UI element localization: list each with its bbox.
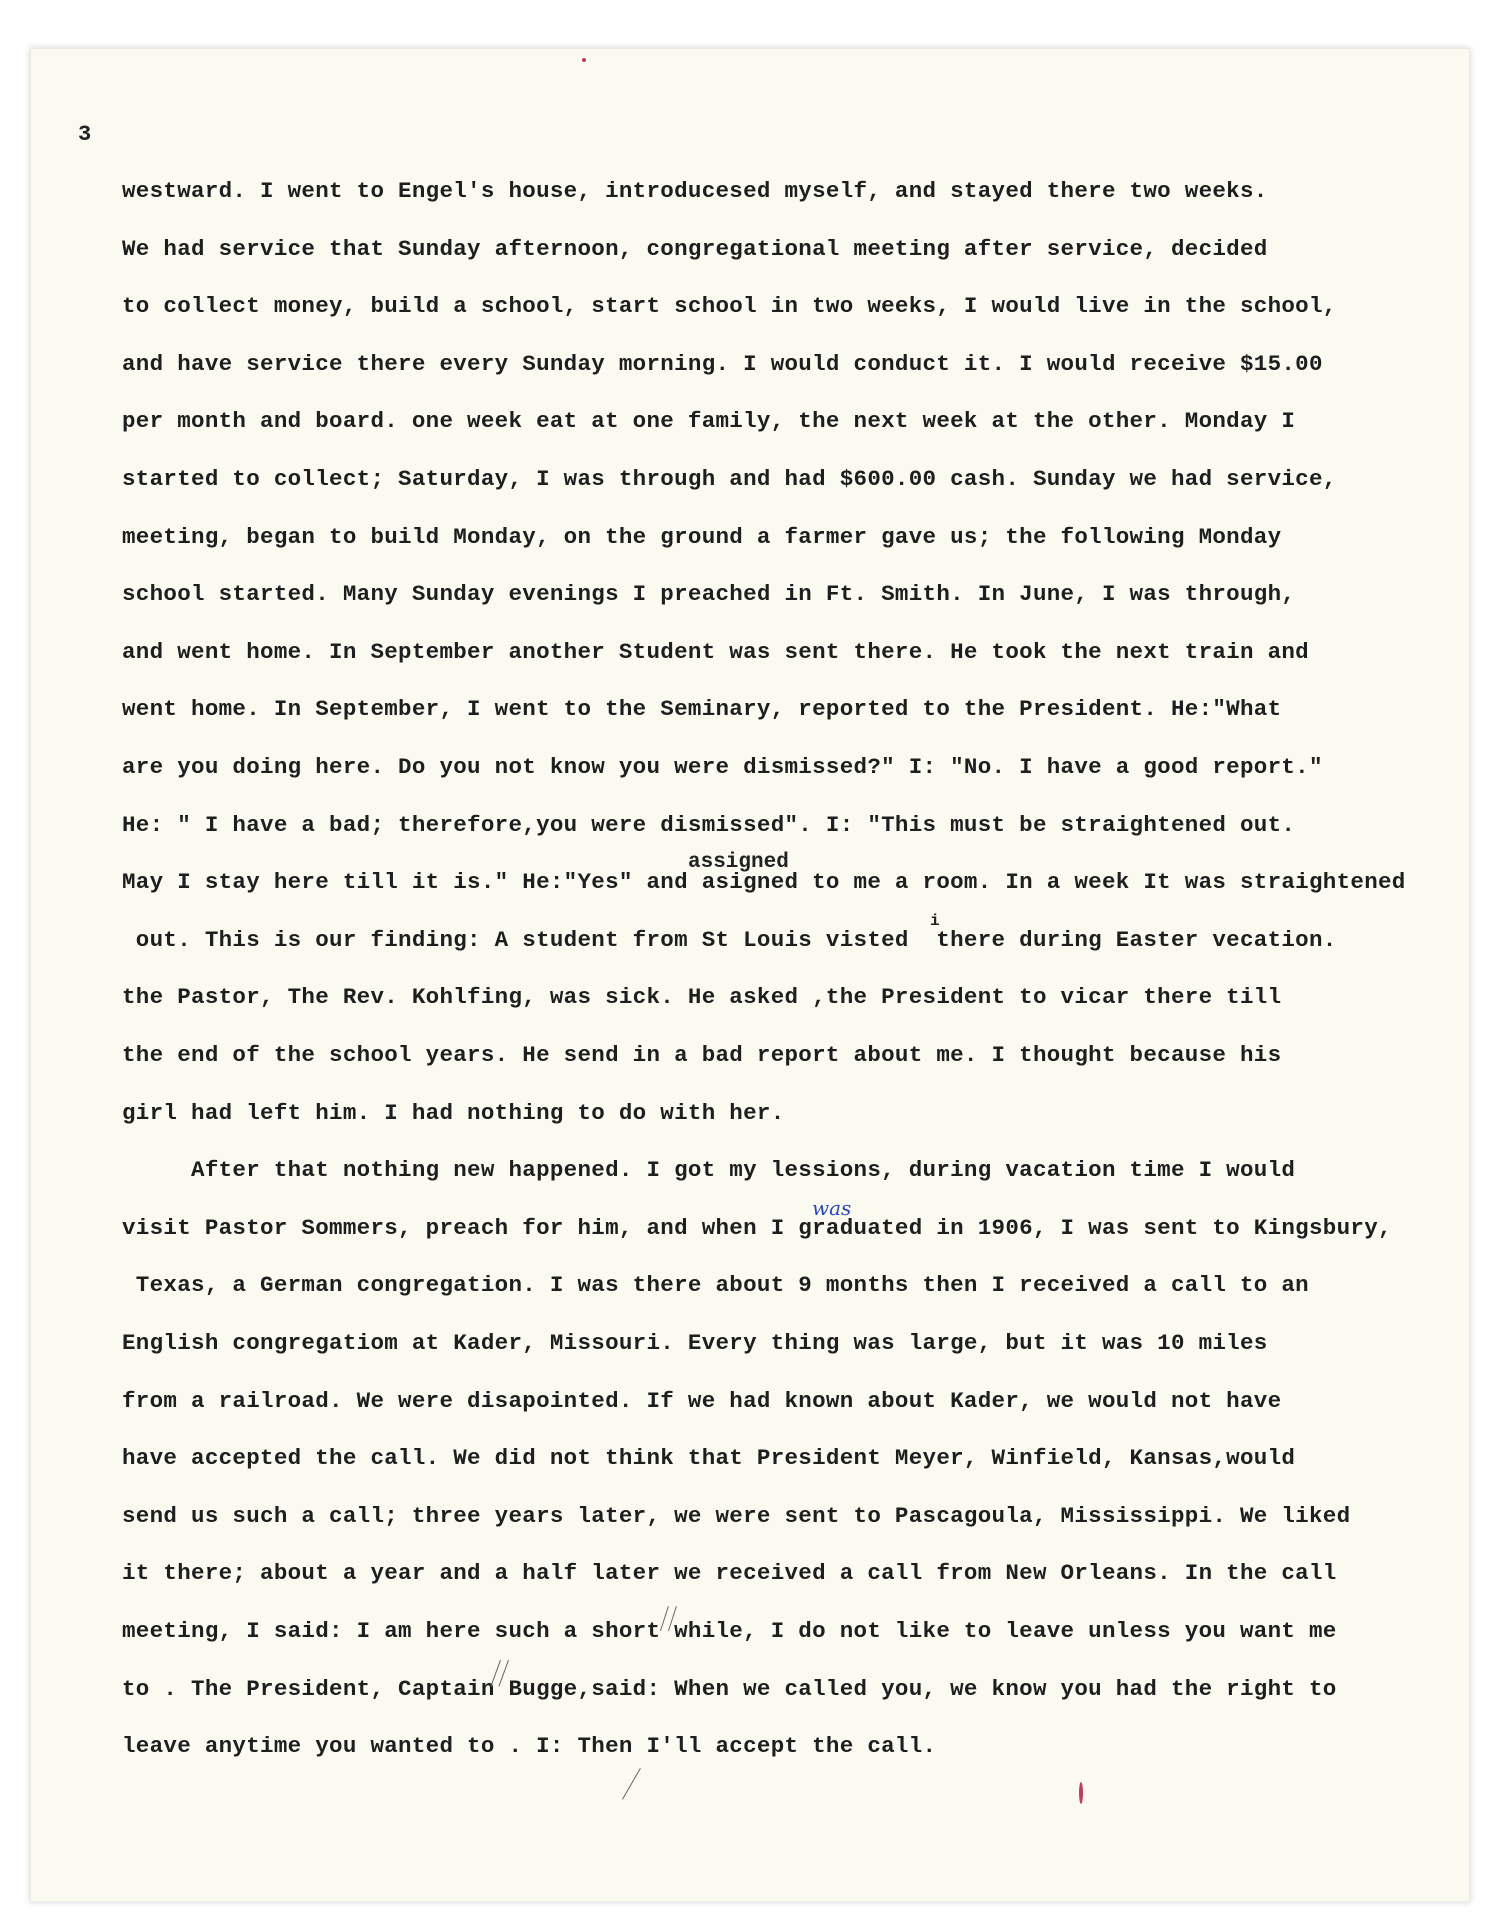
text-line: He: " I have a bad; therefore,you were dismissed". I: "This must be straightened out. bbox=[122, 811, 1296, 838]
text-line: Texas, a German congregation. I was there about 9 months then I received a call to an bbox=[122, 1272, 1309, 1299]
text-line: the Pastor, The Rev. Kohlfing, was sick. He asked ,the President to vicar there till bbox=[122, 984, 1282, 1011]
text-line: English congregatiom at Kader, Missouri. Every thing was large, but it was 10 miles bbox=[122, 1330, 1268, 1356]
text-line: it there; about a year and a half later we received a call from New Orleans. In the call bbox=[122, 1560, 1337, 1587]
text-line: to . The President, Captain Bugge,said: When we called you, we know you had the right to bbox=[122, 1675, 1337, 1702]
text-line: to collect money, build a school, start school in two weeks, I would live in the school, bbox=[122, 293, 1337, 320]
text-line: the end of the school years. He send in a bad report about me. I thought because his bbox=[122, 1042, 1282, 1068]
text-line: school started. Many Sunday evenings I preached in Ft. Smith. In June, I was through, bbox=[122, 581, 1296, 608]
ink-speck bbox=[582, 58, 586, 62]
ink-speck bbox=[1079, 1782, 1083, 1804]
text-line: leave anytime you wanted to . I: Then I'll accept the call. bbox=[122, 1733, 937, 1760]
page-number: 3 bbox=[78, 122, 92, 147]
text-line: and went home. In September another Student was sent there. He took the next train and bbox=[122, 638, 1309, 665]
text-line: per month and board. one week eat at one family, the next week at the other. Monday I bbox=[122, 408, 1296, 435]
text-line: We had service that Sunday afternoon, congregational meeting after service, decided bbox=[122, 235, 1268, 262]
text-line: out. This is our finding: A student from St Louis visted there during Easter vecation. bbox=[122, 926, 1337, 953]
text-line: started to collect; Saturday, I was through and had $600.00 cash. Sunday we had service, bbox=[122, 466, 1337, 492]
text-line: westward. I went to Engel's house, introducesed myself, and stayed there two weeks. bbox=[122, 178, 1268, 204]
text-line: and have service there every Sunday morning. I would conduct it. I would receive $15.00 bbox=[122, 350, 1323, 377]
text-line: girl had left him. I had nothing to do with her. bbox=[122, 1099, 785, 1126]
text-line: May I stay here till it is." He:"Yes" and asigned to me a room. In a week It was straightened bbox=[122, 869, 1406, 896]
text-line: went home. In September, I went to the Seminary, reported to the President. He:"What bbox=[122, 696, 1282, 723]
text-line: from a railroad. We were disapointed. If we had known about Kader, we would not have bbox=[122, 1387, 1282, 1414]
text-line: visit Pastor Sommers, preach for him, and when I graduated in 1906, I was sent to Kingsbury, bbox=[122, 1214, 1392, 1241]
text-line: After that nothing new happened. I got my lessions, during vacation time I would bbox=[122, 1157, 1296, 1184]
handwritten-insertion-was: was bbox=[812, 1196, 852, 1220]
text-line: send us such a call; three years later, we were sent to Pascagoula, Mississippi. We liked bbox=[122, 1502, 1351, 1529]
interlinear-correction-assigned: assigned bbox=[688, 851, 789, 874]
text-line: have accepted the call. We did not think that President Meyer, Winfield, Kansas,would bbox=[122, 1445, 1296, 1472]
text-line: meeting, began to build Monday, on the ground a farmer gave us; the following Monday bbox=[122, 523, 1282, 550]
text-line: meeting, I said: I am here such a short while, I do not like to leave unless you want me bbox=[122, 1618, 1337, 1644]
interlinear-correction-accent: i bbox=[930, 912, 940, 930]
text-line: are you doing here. Do you not know you were dismissed?" I: "No. I have a good report." bbox=[122, 754, 1323, 780]
